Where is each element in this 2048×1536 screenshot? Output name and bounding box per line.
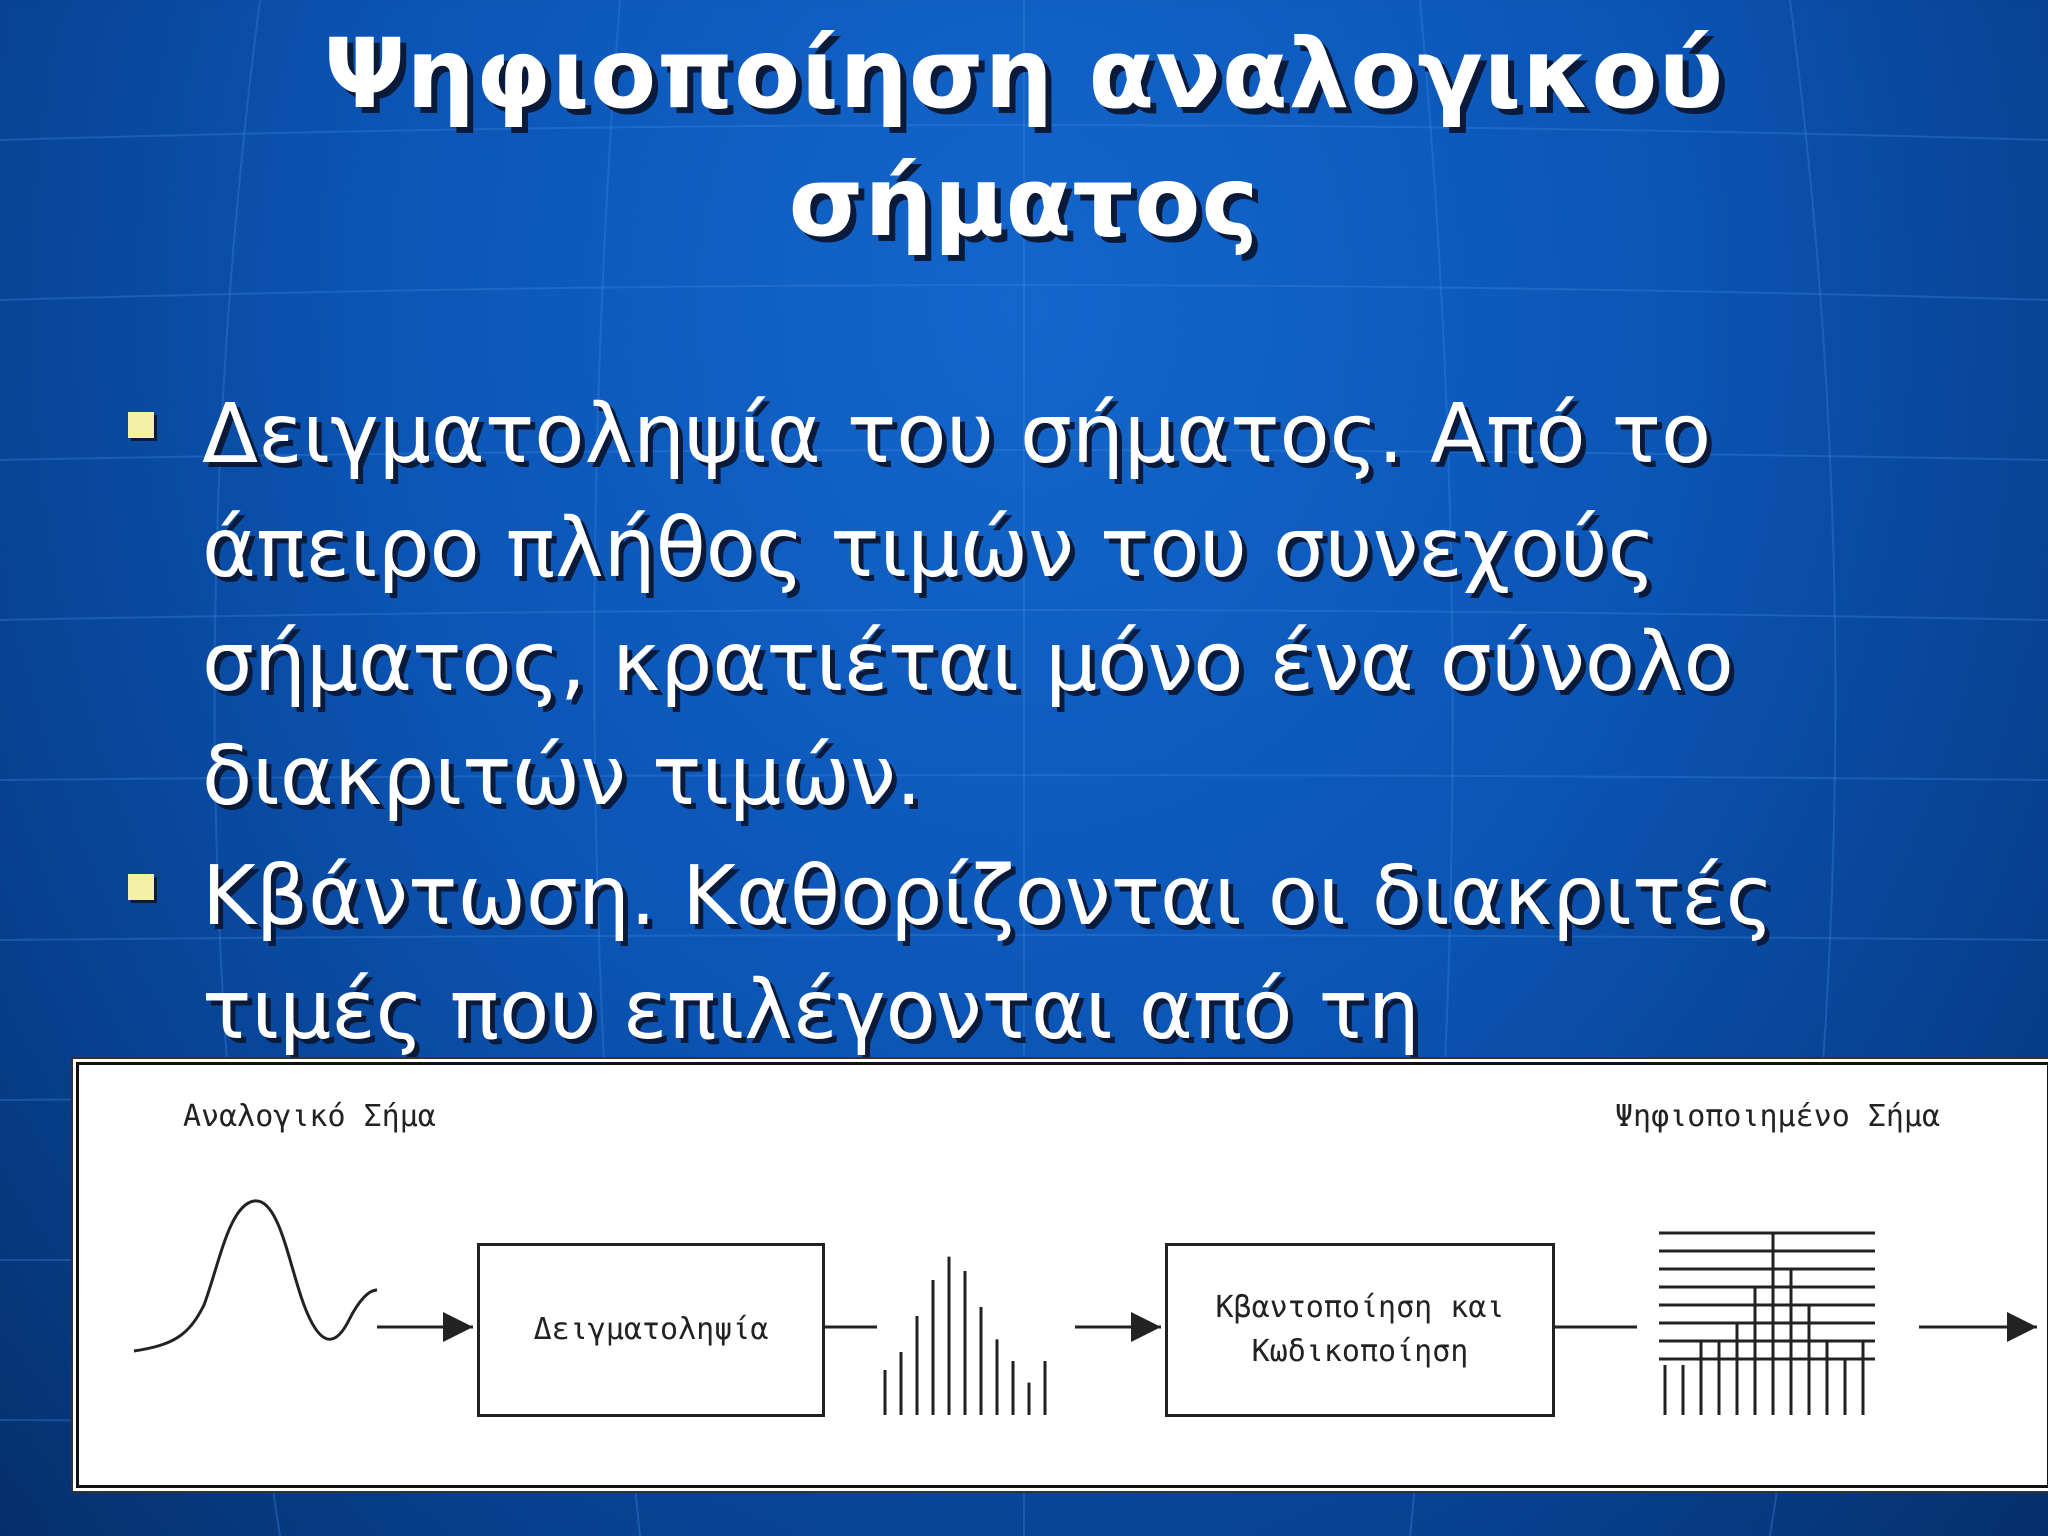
quantization-box (1165, 1243, 1555, 1417)
bullet-list (120, 378, 2000, 1074)
digitization-diagram (76, 1062, 2048, 1488)
sampling-box (477, 1243, 825, 1417)
analog-signal-label: Αναλογικό Σήμα (183, 1099, 436, 1134)
bullet-square-icon (128, 874, 154, 900)
bullet-quantization (120, 840, 2000, 1068)
title-line-1: Ψηφιοποίηση αναλογικού (323, 18, 1725, 130)
title-line-2: σήματος (788, 146, 1260, 258)
bullet-square-icon (128, 412, 154, 438)
sampling-box-label: Δειγματοληψία (533, 1312, 769, 1347)
bullet-line: Κβάντωση. Καθορίζονται οι διακριτές (202, 849, 1774, 944)
bullet-line: άπειρο πλήθος τιμών του συνεχούς (202, 501, 1656, 596)
bullet-line: σήματος, κρατιέται μόνο ένα σύνολο (202, 615, 1734, 710)
digitized-grid (1659, 1233, 1875, 1415)
bullet-line: διακριτών τιμών. (202, 729, 922, 824)
slide-title (0, 10, 2048, 266)
bullet-line: Δειγματοληψία του σήματος. Από το (202, 387, 1712, 482)
analog-waveform (134, 1201, 377, 1351)
digital-signal-label: Ψηφιοποιημένο Σήμα (1615, 1099, 1941, 1134)
bullet-sampling (120, 378, 2000, 834)
quantization-box-line-1: Κβαντοποίηση και (1215, 1290, 1505, 1325)
sample-pulses (885, 1257, 1045, 1415)
quantization-box-line-2: Κωδικοποίηση (1251, 1334, 1469, 1369)
bullet-line: τιμές που επιλέγονται από τη (202, 963, 1420, 1058)
